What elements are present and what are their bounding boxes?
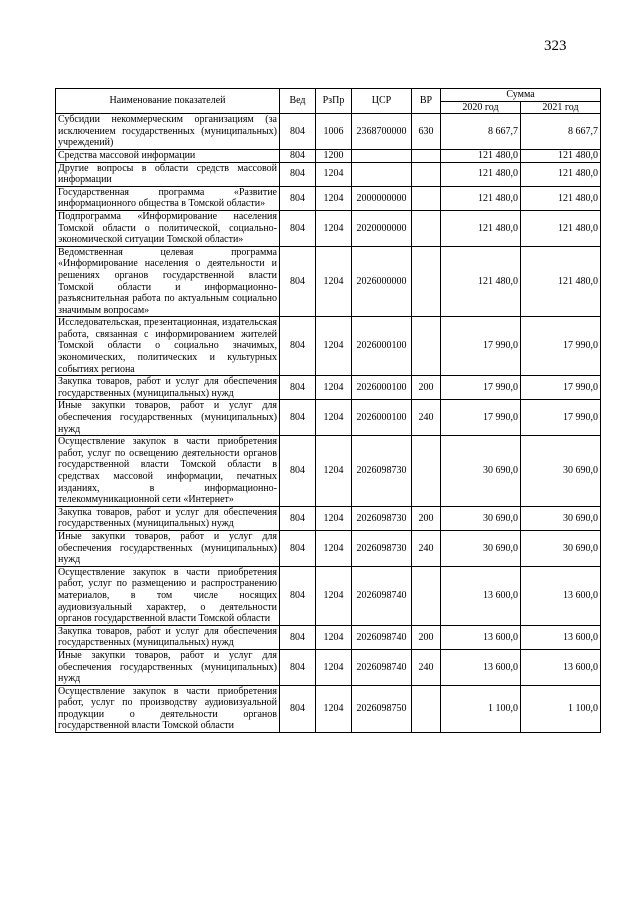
row-csr: 2020000000: [352, 210, 412, 246]
row-name: Ведомственная целевая программа «Информирование населения о деятельности и решениях органов государственной власти Томской области и информационно-разъяснительная работа по актуальным социально значимым вопросам»: [56, 246, 280, 317]
header-2021: 2021 год: [521, 101, 601, 114]
row-ved: 804: [280, 376, 316, 400]
row-name: Иные закупки товаров, работ и услуг для обеспечения государственных (муниципальных) нужд: [56, 649, 280, 685]
row-csr: 2026000100: [352, 400, 412, 436]
row-rzpr: 1204: [316, 246, 352, 317]
row-csr: 2368700000: [352, 114, 412, 150]
row-sum-2021: 30 690,0: [521, 436, 601, 507]
row-ved: 804: [280, 149, 316, 162]
row-csr: 2026000000: [352, 246, 412, 317]
row-sum-2020: 30 690,0: [441, 506, 521, 530]
row-vr: 200: [412, 625, 441, 649]
row-sum-2020: 13 600,0: [441, 649, 521, 685]
row-name: Другие вопросы в области средств массовой информации: [56, 162, 280, 186]
table-row: [56, 400, 601, 436]
row-vr: 200: [412, 376, 441, 400]
row-rzpr: 1204: [316, 436, 352, 507]
row-rzpr: 1200: [316, 149, 352, 162]
row-rzpr: 1204: [316, 376, 352, 400]
row-sum-2020: 121 480,0: [441, 149, 521, 162]
row-rzpr: 1204: [316, 506, 352, 530]
row-name: Закупка товаров, работ и услуг для обеспечения государственных (муниципальных) нужд: [56, 625, 280, 649]
row-ved: 804: [280, 246, 316, 317]
row-csr: 2026098730: [352, 530, 412, 566]
row-ved: 804: [280, 506, 316, 530]
row-csr: 2026098730: [352, 436, 412, 507]
table-row: [56, 436, 601, 507]
header-sum: Сумма: [441, 89, 601, 102]
row-ved: 804: [280, 210, 316, 246]
row-ved: 804: [280, 625, 316, 649]
table-row: [56, 530, 601, 566]
row-name: Закупка товаров, работ и услуг для обеспечения государственных (муниципальных) нужд: [56, 376, 280, 400]
row-rzpr: 1204: [316, 566, 352, 625]
row-csr: [352, 149, 412, 162]
row-rzpr: 1204: [316, 685, 352, 732]
table-row: [56, 246, 601, 317]
row-sum-2020: 8 667,7: [441, 114, 521, 150]
table-row: [56, 317, 601, 376]
row-csr: 2026098740: [352, 649, 412, 685]
row-sum-2020: 30 690,0: [441, 436, 521, 507]
row-csr: 2026098740: [352, 625, 412, 649]
table-row: [56, 376, 601, 400]
row-ved: 804: [280, 162, 316, 186]
row-sum-2021: 121 480,0: [521, 162, 601, 186]
row-ved: 804: [280, 436, 316, 507]
row-sum-2020: 17 990,0: [441, 317, 521, 376]
row-vr: 240: [412, 400, 441, 436]
row-sum-2021: 13 600,0: [521, 566, 601, 625]
row-ved: 804: [280, 566, 316, 625]
table-row: [56, 210, 601, 246]
table-body: [56, 114, 601, 733]
row-name: Закупка товаров, работ и услуг для обеспечения государственных (муниципальных) нужд: [56, 506, 280, 530]
row-vr: [412, 210, 441, 246]
row-name: Осуществление закупок в части приобретения работ, услуг по производству аудиовизуальной продукции о деятельности органов государственной власти Томской области: [56, 685, 280, 732]
table-row: [56, 685, 601, 732]
row-rzpr: 1204: [316, 186, 352, 210]
row-name: Иные закупки товаров, работ и услуг для обеспечения государственных (муниципальных) нужд: [56, 400, 280, 436]
table-header: [56, 89, 601, 114]
row-sum-2021: 8 667,7: [521, 114, 601, 150]
row-sum-2021: 30 690,0: [521, 530, 601, 566]
row-csr: [352, 162, 412, 186]
row-name: Осуществление закупок в части приобретения работ, услуг по освещению деятельности органов государственной власти Томской области в средствах массовой информации, печатных изданиях, в информационно-телекоммуникационной сети «Интернет»: [56, 436, 280, 507]
row-sum-2020: 121 480,0: [441, 186, 521, 210]
row-sum-2021: 1 100,0: [521, 685, 601, 732]
row-sum-2021: 121 480,0: [521, 246, 601, 317]
header-name: Наименование показателей: [56, 89, 280, 114]
row-vr: [412, 685, 441, 732]
row-ved: 804: [280, 649, 316, 685]
row-vr: [412, 436, 441, 507]
row-sum-2021: 121 480,0: [521, 149, 601, 162]
row-rzpr: 1006: [316, 114, 352, 150]
row-vr: [412, 246, 441, 317]
row-sum-2021: 121 480,0: [521, 186, 601, 210]
row-ved: 804: [280, 530, 316, 566]
table-row: [56, 566, 601, 625]
row-rzpr: 1204: [316, 625, 352, 649]
row-csr: 2026098730: [352, 506, 412, 530]
row-sum-2021: 13 600,0: [521, 649, 601, 685]
row-vr: 630: [412, 114, 441, 150]
row-rzpr: 1204: [316, 317, 352, 376]
header-rzpr: РзПр: [316, 89, 352, 114]
row-vr: [412, 149, 441, 162]
row-vr: 240: [412, 530, 441, 566]
row-ved: 804: [280, 114, 316, 150]
table-row: [56, 649, 601, 685]
page-number: 323: [544, 38, 567, 54]
budget-table: [55, 88, 601, 733]
row-rzpr: 1204: [316, 400, 352, 436]
row-sum-2020: 17 990,0: [441, 376, 521, 400]
row-sum-2021: 13 600,0: [521, 625, 601, 649]
row-vr: [412, 566, 441, 625]
row-ved: 804: [280, 400, 316, 436]
row-rzpr: 1204: [316, 210, 352, 246]
row-sum-2020: 121 480,0: [441, 162, 521, 186]
row-vr: 240: [412, 649, 441, 685]
row-sum-2021: 17 990,0: [521, 317, 601, 376]
header-2020: 2020 год: [441, 101, 521, 114]
header-vr: ВР: [412, 89, 441, 114]
row-ved: 804: [280, 685, 316, 732]
row-name: Иные закупки товаров, работ и услуг для обеспечения государственных (муниципальных) нужд: [56, 530, 280, 566]
table-row: [56, 625, 601, 649]
table-row: [56, 186, 601, 210]
row-csr: 2026098740: [352, 566, 412, 625]
row-name: Субсидии некоммерческим организациям (за исключением государственных (муниципальных) учреждений): [56, 114, 280, 150]
row-vr: [412, 186, 441, 210]
row-vr: [412, 162, 441, 186]
header-csr: ЦСР: [352, 89, 412, 114]
row-csr: 2026098750: [352, 685, 412, 732]
table-row: [56, 506, 601, 530]
row-rzpr: 1204: [316, 649, 352, 685]
table-row: [56, 114, 601, 150]
row-name: Государственная программа «Развитие информационного общества в Томской области»: [56, 186, 280, 210]
row-sum-2020: 30 690,0: [441, 530, 521, 566]
row-sum-2020: 121 480,0: [441, 246, 521, 317]
table-row: [56, 162, 601, 186]
row-vr: 200: [412, 506, 441, 530]
row-rzpr: 1204: [316, 162, 352, 186]
row-sum-2020: 17 990,0: [441, 400, 521, 436]
row-sum-2020: 13 600,0: [441, 625, 521, 649]
row-name: Подпрограмма «Информирование населения Томской области о политической, социально-экономической ситуации Томской области»: [56, 210, 280, 246]
row-ved: 804: [280, 186, 316, 210]
row-sum-2020: 121 480,0: [441, 210, 521, 246]
row-name: Средства массовой информации: [56, 149, 280, 162]
row-csr: 2026000100: [352, 376, 412, 400]
header-ved: Вед: [280, 89, 316, 114]
row-csr: 2000000000: [352, 186, 412, 210]
row-sum-2021: 121 480,0: [521, 210, 601, 246]
row-name: Исследовательская, презентационная, издательская работа, связанная с информированием жителей Томской области о социально значимых, экономических, политических и культурных событиях региона: [56, 317, 280, 376]
row-rzpr: 1204: [316, 530, 352, 566]
row-sum-2020: 13 600,0: [441, 566, 521, 625]
row-sum-2021: 17 990,0: [521, 400, 601, 436]
row-sum-2020: 1 100,0: [441, 685, 521, 732]
row-vr: [412, 317, 441, 376]
table-row: [56, 149, 601, 162]
row-name: Осуществление закупок в части приобретения работ, услуг по размещению и распространению материалов, в том числе носящих аудиовизуальный характер, о деятельности органов государственной власти Томской области: [56, 566, 280, 625]
row-ved: 804: [280, 317, 316, 376]
row-csr: 2026000100: [352, 317, 412, 376]
row-sum-2021: 30 690,0: [521, 506, 601, 530]
row-sum-2021: 17 990,0: [521, 376, 601, 400]
